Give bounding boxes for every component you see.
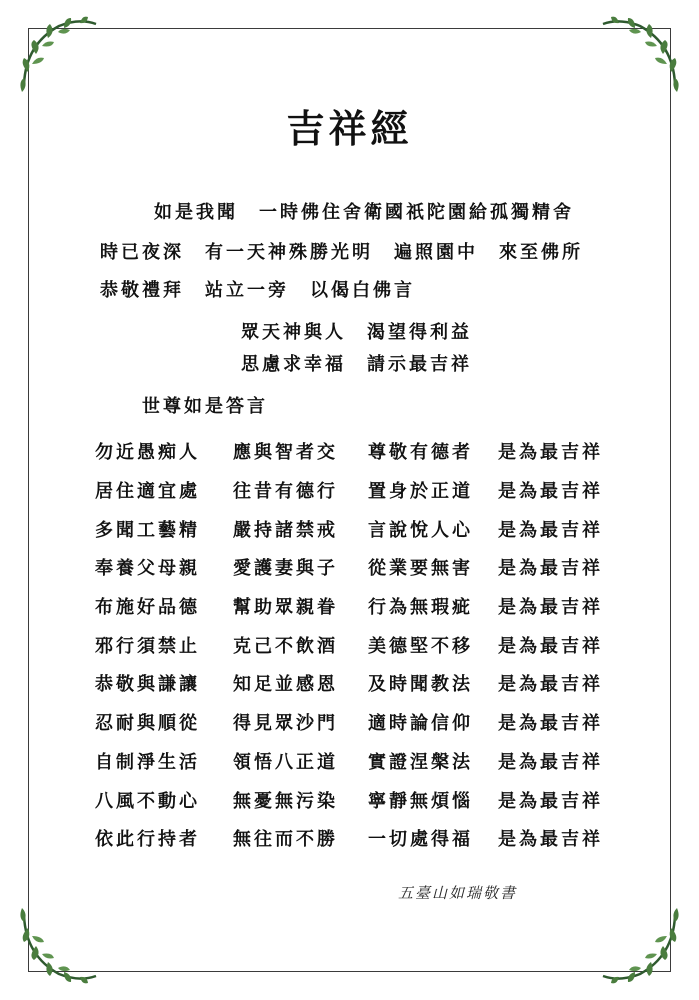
verse-cell: 置身於正道 [368,481,473,503]
verse-cell: 依此行持者 [95,829,200,851]
verse-cell: 應與智者交 [233,442,338,464]
verse-cell: 領悟八正道 [233,751,338,773]
verse-cell: 美德堅不移 [368,635,473,657]
intro-line-2: 時已夜深 有一天神殊勝光明 遍照園中 來至佛所 [100,242,583,263]
verse-cell: 及時聞教法 [368,674,473,696]
verse-cell: 嚴持諸禁戒 [233,519,338,541]
verse-cell: 奉養父母親 [95,558,200,580]
calligrapher-signature: 五臺山如瑞敬書 [398,884,518,902]
verse-cell: 是為最吉祥 [498,751,603,773]
verse-cell: 邪行須禁止 [95,635,200,657]
verse-cell: 實證涅槃法 [368,751,473,773]
verse-cell: 多聞工藝精 [95,519,200,541]
verse-cell: 愛護妻與子 [233,558,338,580]
vine-ornament-top-left [14,14,104,104]
verse-row [95,625,620,664]
verse-cell: 布施好品德 [95,597,200,619]
verse-cell: 無憂無污染 [233,790,338,812]
verse-cell: 得見眾沙門 [233,713,338,735]
verse-cell: 尊敬有德者 [368,442,473,464]
vine-icon [14,896,104,986]
verse-row [95,471,620,510]
verse-row [95,742,620,781]
verse-cell: 行為無瑕疵 [368,597,473,619]
verse-row [95,780,620,819]
verse-cell: 言說悅人心 [368,519,473,541]
verse-cell: 克己不飲酒 [233,635,338,657]
verse-cell: 是為最吉祥 [498,558,603,580]
verse-row [95,548,620,587]
verse-cell: 自制淨生活 [95,751,200,773]
intro-line-3: 恭敬禮拜 站立一旁 以偈白佛言 [100,280,415,301]
verse-cell: 寧靜無煩惱 [368,790,473,812]
verse-grid [95,432,620,858]
verse-row [95,509,620,548]
verse-row [95,703,620,742]
verse-cell: 是為最吉祥 [498,442,603,464]
verse-line-2: 思慮求幸福 請示最吉祥 [241,354,472,375]
verse-cell: 恭敬與謙讓 [95,674,200,696]
verse-cell: 是為最吉祥 [498,790,603,812]
verse-cell: 是為最吉祥 [498,713,603,735]
verse-cell: 往昔有德行 [233,481,338,503]
vine-icon [595,896,685,986]
verse-cell: 是為最吉祥 [498,597,603,619]
verse-cell: 勿近愚痴人 [95,442,200,464]
verse-cell: 一切處得福 [368,829,473,851]
verse-cell: 無往而不勝 [233,829,338,851]
verse-cell: 知足並感恩 [233,674,338,696]
verse-cell: 是為最吉祥 [498,635,603,657]
vine-ornament-top-right [595,14,685,104]
verse-row [95,587,620,626]
vine-ornament-bottom-left [14,896,104,986]
verse-row [95,664,620,703]
verse-cell: 適時論信仰 [368,713,473,735]
page-title: 吉祥經 [286,106,413,151]
vine-icon [595,14,685,104]
verse-cell: 居住適宜處 [95,481,200,503]
intro-line-1: 如是我聞 一時佛住舍衛國祇陀園給孤獨精舍 [154,202,574,223]
verse-line-1: 眾天神與人 渴望得利益 [241,322,472,343]
vine-icon [14,14,104,104]
verse-cell: 從業要無害 [368,558,473,580]
verse-cell: 是為最吉祥 [498,674,603,696]
verse-cell: 幫助眾親眷 [233,597,338,619]
vine-ornament-bottom-right [595,896,685,986]
verse-row [95,819,620,858]
verse-cell: 八風不動心 [95,790,200,812]
verse-cell: 忍耐與順從 [95,713,200,735]
verse-row [95,432,620,471]
verse-cell: 是為最吉祥 [498,481,603,503]
verse-cell: 是為最吉祥 [498,519,603,541]
reply-line: 世尊如是答言 [142,396,268,417]
verse-cell: 是為最吉祥 [498,829,603,851]
